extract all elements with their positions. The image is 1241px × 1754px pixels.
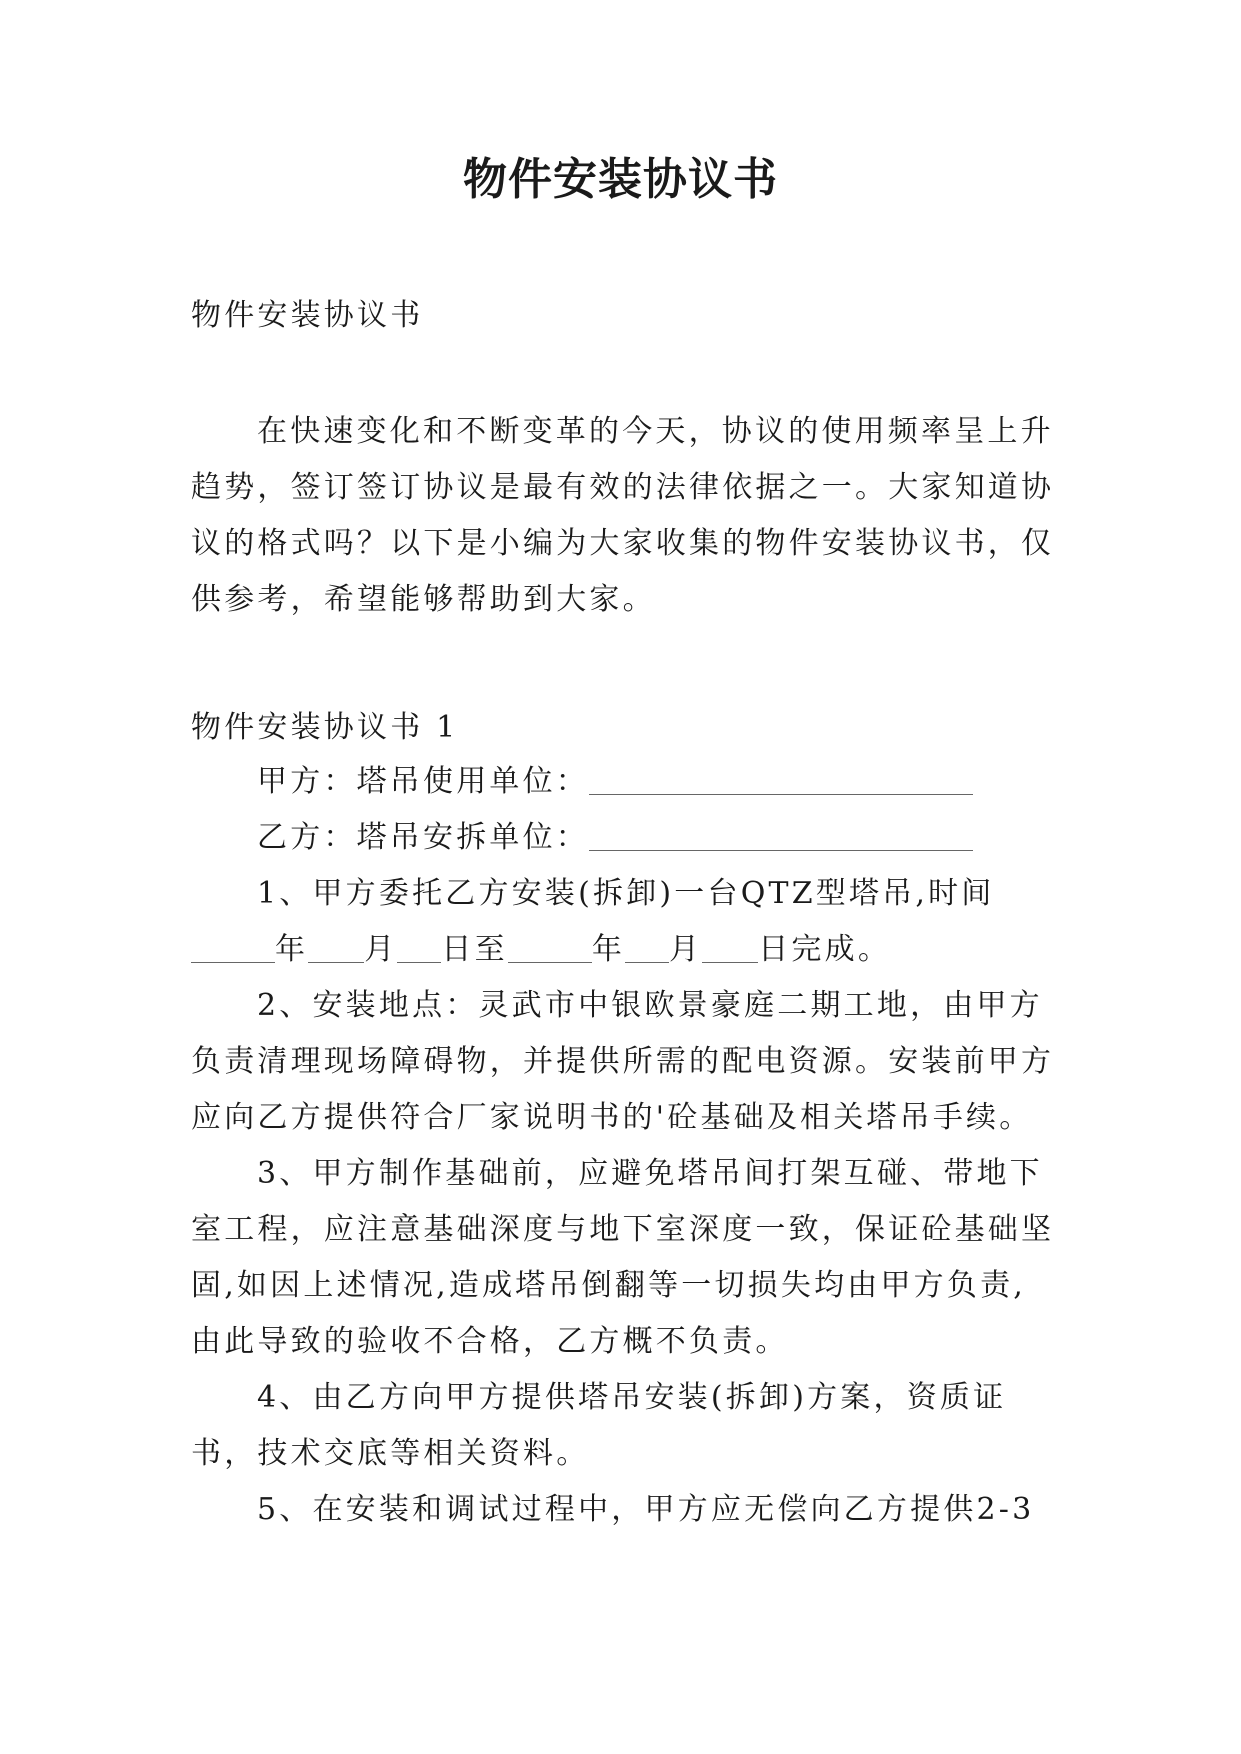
party-a-label: 甲方：塔吊使用单位： (257, 764, 589, 799)
intro-paragraph: 在快速变化和不断变革的今天，协议的使用频率呈上升趋势，签订签订协议是最有效的法律依据之一。大家知道协议的格式吗？以下是小编为大家收集的物件安装协议书，仅供参考，希望能够帮助到大家。 (191, 414, 1055, 617)
party-b-blank (589, 820, 973, 851)
party-b-line (191, 810, 1055, 866)
party-a-blank (589, 764, 973, 795)
party-b-label: 乙方：塔吊安拆单位： (257, 820, 589, 855)
end-year-blank (508, 932, 592, 963)
clause-2: 2、安装地点：灵武市中银欧景豪庭二期工地，由甲方负责清理现场障碍物，并提供所需的配电资源。安装前甲方应向乙方提供符合厂家说明书的'砼基础及相关塔吊手续。 (191, 988, 1055, 1135)
end-month-blank (625, 932, 669, 963)
party-a-line (191, 754, 1055, 810)
start-month-blank (308, 932, 364, 963)
year-label-2: 年 (591, 932, 626, 967)
day-label-1: 日至 (441, 932, 508, 967)
document-title: 物件安装协议书 (463, 154, 778, 205)
month-label-2: 月 (669, 932, 703, 967)
clause-5: 5、在安装和调试过程中，甲方应无偿向乙方提供2-3 (257, 1492, 1035, 1527)
day-label-2: 日完成。 (758, 932, 892, 967)
month-label-1: 月 (364, 932, 398, 967)
end-day-blank (702, 932, 758, 963)
clause-3: 3、甲方制作基础前，应避免塔吊间打架互碰、带地下室工程，应注意基础深度与地下室深度一致，保证砼基础坚固,如因上述情况,造成塔吊倒翻等一切损失均由甲方负责,由此导致的验收不合格，乙方概不负责。 (191, 1156, 1055, 1359)
document-subtitle: 物件安装协议书 (191, 298, 424, 333)
clauses-block (191, 754, 1055, 1538)
clause-1-text: 1、甲方委托乙方安装(拆卸)一台QTZ型塔吊,时间 (257, 876, 995, 911)
start-year-blank (191, 932, 275, 963)
clause-1 (191, 866, 1055, 978)
start-day-blank (397, 932, 441, 963)
section-title: 物件安装协议书 1 (191, 710, 459, 745)
year-label-1: 年 (275, 932, 309, 967)
clause-4: 4、由乙方向甲方提供塔吊安装(拆卸)方案，资质证书，技术交底等相关资料。 (191, 1380, 1007, 1471)
